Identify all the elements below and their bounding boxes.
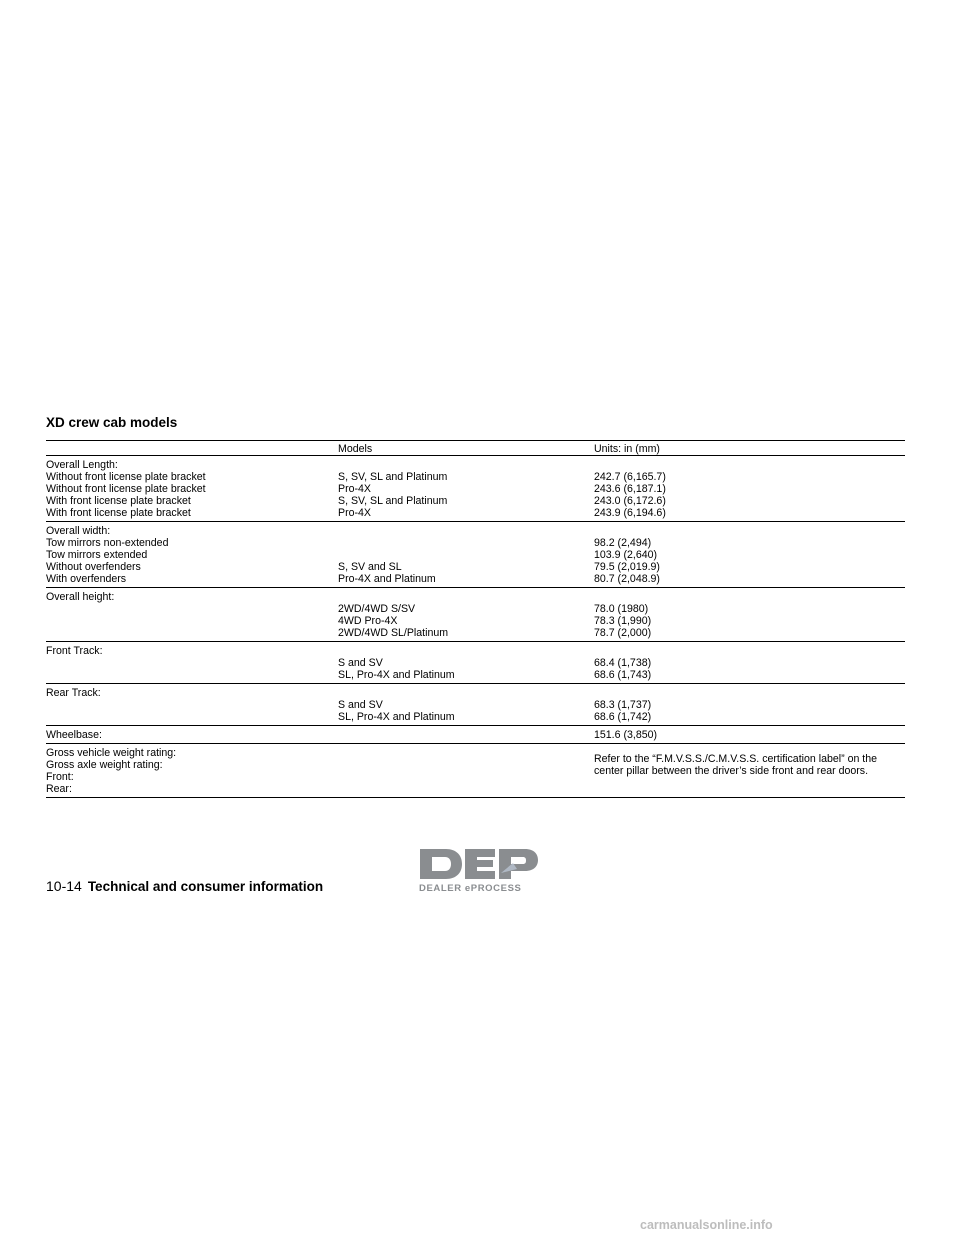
model-cell: [338, 591, 594, 603]
model-cell: S, SV, SL and Platinum: [338, 471, 448, 483]
value-cell: 78.0 (1980): [594, 603, 649, 615]
value-cell: 79.5 (2,019.9): [594, 561, 660, 573]
spec-label: Overall Length:: [46, 459, 118, 471]
model-cell: [338, 549, 594, 561]
page-footer: [46, 878, 323, 894]
value-cell: 78.3 (1,990): [594, 615, 652, 627]
model-cell: [338, 459, 594, 471]
value-cell: 80.7 (2,048.9): [594, 573, 660, 585]
model-cell: Pro-4X: [338, 483, 371, 495]
spec-label: Overall width:: [46, 525, 111, 537]
model-cell: [338, 729, 594, 741]
logo-tagline: DEALER ePROCESS: [419, 883, 522, 894]
value-cell: [594, 687, 899, 699]
table-row: [46, 725, 905, 743]
table-row: [46, 521, 905, 587]
spec-label: Front:: [46, 771, 74, 783]
model-cell: SL, Pro-4X and Platinum: [338, 711, 455, 723]
model-cell: Pro-4X: [338, 507, 371, 519]
spec-label: Tow mirrors non-extended: [46, 537, 169, 549]
value-cell: 98.2 (2,494): [594, 537, 652, 549]
model-cell: [338, 687, 594, 699]
table-row: [46, 683, 905, 725]
table-row: [46, 587, 905, 641]
model-cell: 4WD Pro-4X: [338, 615, 398, 627]
gvwr-note: Refer to the “F.M.V.S.S./C.M.V.S.S. certification label” on the center pillar between the driver’s side front and rear doors.: [594, 753, 878, 777]
gvwr-row: [46, 743, 905, 797]
value-cell: 68.4 (1,738): [594, 657, 652, 669]
model-cell: [338, 645, 594, 657]
value-cell: 68.6 (1,742): [594, 711, 652, 723]
logo-letter-d: [420, 849, 462, 879]
value-cell: 68.6 (1,743): [594, 669, 652, 681]
spec-label: Without front license plate bracket: [46, 471, 206, 483]
spec-label: Tow mirrors extended: [46, 549, 148, 561]
model-cell: 2WD/4WD S/SV: [338, 603, 416, 615]
spec-label: [46, 699, 338, 711]
spec-label: With front license plate bracket: [46, 495, 191, 507]
spec-label: Rear:: [46, 783, 72, 795]
dealer-eprocess-logo: [415, 845, 545, 895]
value-cell: 103.9 (2,640): [594, 549, 658, 561]
spec-label: Without front license plate bracket: [46, 483, 206, 495]
section-title: XD crew cab models: [46, 415, 178, 430]
spec-label: With front license plate bracket: [46, 507, 191, 519]
model-cell: 2WD/4WD SL/Platinum: [338, 627, 449, 639]
models-header: Models: [338, 443, 373, 455]
table-row: [46, 456, 905, 521]
value-cell: 243.9 (6,194.6): [594, 507, 666, 519]
spec-label: [46, 711, 338, 723]
model-cell: SL, Pro-4X and Platinum: [338, 669, 455, 681]
units-header: Units: in (mm): [594, 443, 660, 455]
logo-letter-p: [499, 849, 538, 879]
page-number: 10-14: [46, 878, 82, 894]
value-cell: 242.7 (6,165.7): [594, 471, 666, 483]
value-cell: 68.3 (1,737): [594, 699, 652, 711]
spec-label: [46, 669, 338, 681]
spec-label: Without overfenders: [46, 561, 141, 573]
spec-label: Wheelbase:: [46, 729, 102, 741]
model-cell: S, SV and SL: [338, 561, 402, 573]
value-cell: [594, 459, 899, 471]
value-cell: [594, 591, 899, 603]
spec-label: Gross axle weight rating:: [46, 759, 163, 771]
model-cell: [338, 537, 594, 549]
spec-label: Rear Track:: [46, 687, 101, 699]
model-cell: S, SV, SL and Platinum: [338, 495, 448, 507]
spec-label: [46, 627, 338, 639]
spec-label: Gross vehicle weight rating:: [46, 747, 177, 759]
table-row: [46, 641, 905, 683]
footer-title: Technical and consumer information: [87, 879, 324, 894]
spec-label: [46, 603, 338, 615]
watermark: carmanualsonline.info: [640, 1218, 773, 1232]
model-cell: S and SV: [338, 657, 383, 669]
model-cell: Pro-4X and Platinum: [338, 573, 436, 585]
value-cell: 78.7 (2,000): [594, 627, 652, 639]
spec-label: [46, 615, 338, 627]
table-header: [46, 441, 905, 456]
model-cell: S and SV: [338, 699, 383, 711]
value-cell: 151.6 (3,850): [594, 729, 658, 741]
value-cell: [594, 645, 899, 657]
spec-label: [46, 657, 338, 669]
table-body: [46, 456, 905, 743]
value-cell: 243.0 (6,172.6): [594, 495, 666, 507]
value-cell: [594, 525, 899, 537]
spec-label: Overall height:: [46, 591, 115, 603]
model-cell: [338, 525, 594, 537]
spec-table: [46, 440, 905, 798]
logo-letter-e: [465, 849, 495, 879]
spec-label: With overfenders: [46, 573, 127, 585]
value-cell: 243.6 (6,187.1): [594, 483, 666, 495]
spec-label: Front Track:: [46, 645, 103, 657]
